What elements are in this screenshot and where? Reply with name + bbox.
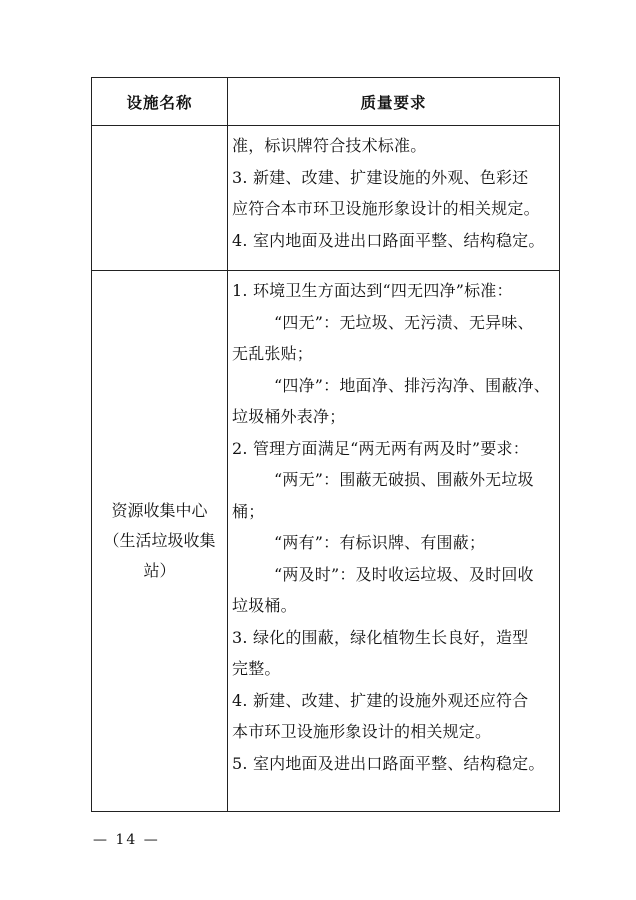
table-header-row <box>92 78 560 126</box>
requirement-line: 完整。 <box>232 659 281 678</box>
requirement-line: “两及时”：及时收运垃圾、及时回收 <box>274 564 534 584</box>
requirement-cell <box>228 126 560 271</box>
requirement-line: 3. 新建、改建、扩建设施的外观、色彩还 <box>232 167 529 187</box>
facility-name-cell <box>92 271 228 812</box>
header-quality-requirement: 质量要求 <box>228 78 560 126</box>
requirement-cell <box>228 271 560 812</box>
requirement-line: 桶； <box>232 501 265 521</box>
facility-name-line: 资源收集中心 <box>111 501 208 520</box>
requirement-line: 准，标识牌符合技术标准。 <box>232 136 427 155</box>
requirement-line: “四无”：无垃圾、无污渍、无异味、 <box>274 312 534 332</box>
requirement-line: 4. 新建、改建、扩建的设施外观还应符合 <box>232 690 529 710</box>
requirement-line: 4. 室内地面及进出口路面平整、结构稳定。 <box>232 230 545 250</box>
requirement-line: 垃圾桶外表净； <box>232 407 346 426</box>
requirement-line: 2. 管理方面满足“两无两有两及时”要求： <box>232 438 529 458</box>
facility-name-line: （生活垃圾收集 <box>103 531 216 550</box>
quality-requirements-table <box>91 77 560 812</box>
requirement-line: “两无”：围蔽无破损、围蔽外无垃圾 <box>274 470 534 489</box>
requirement-line: 1. 环境卫生方面达到“四无四净”标准： <box>232 281 513 300</box>
table-row <box>92 271 560 812</box>
requirement-line: 垃圾桶。 <box>232 596 297 615</box>
facility-name-line: 站） <box>143 561 176 580</box>
requirement-line: 无乱张贴； <box>232 344 314 363</box>
page-number: — 14 — <box>93 832 160 848</box>
requirement-line: “两有”：有标识牌、有围蔽； <box>274 533 486 552</box>
requirement-line: 应符合本市环卫设施形象设计的相关规定。 <box>232 199 540 218</box>
requirement-line: “四净”：地面净、排污沟净、围蔽净、 <box>274 375 550 395</box>
requirement-line: 5. 室内地面及进出口路面平整、结构稳定。 <box>232 753 545 773</box>
requirement-line: 3. 绿化的围蔽，绿化植物生长良好，造型 <box>232 627 529 647</box>
requirement-line: 本市环卫设施形象设计的相关规定。 <box>232 722 492 741</box>
header-facility-name: 设施名称 <box>92 78 228 126</box>
table-row <box>92 126 560 271</box>
facility-name-cell <box>92 126 228 271</box>
